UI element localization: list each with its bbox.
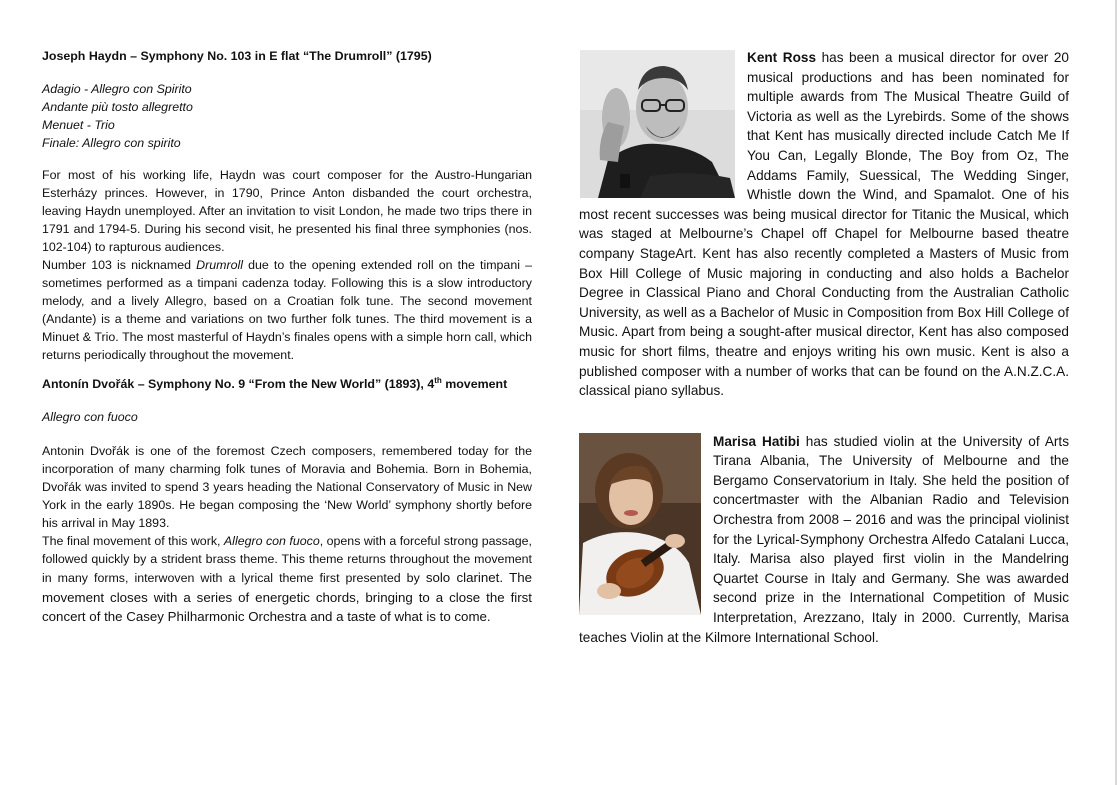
dvorak-title-sup: th (434, 375, 442, 385)
movement-item: Andante più tosto allegretto (42, 100, 193, 114)
marisa-hatibi-name: Marisa Hatibi (713, 433, 800, 449)
marisa-bio-block (579, 432, 1069, 648)
dvorak-p2-tempo: Allegro con fuoco (223, 534, 320, 548)
dvorak-title (42, 374, 532, 394)
dvorak-section (42, 374, 532, 627)
programme-notes-column (42, 46, 532, 627)
dvorak-title-end: movement (441, 377, 508, 391)
movement-item: Finale: Allegro con spirito (42, 136, 181, 150)
movement-item: Menuet - Trio (42, 118, 115, 132)
haydn-section (42, 46, 532, 364)
haydn-p2-nickname: Drumroll (196, 258, 243, 272)
dvorak-p2-text-mid: , opens with a forceful strong passage, followed quickly by a strident brass theme. This theme returns throughout the movement in many forms, interwoven with a lyrical theme first presented by (42, 534, 532, 585)
dvorak-p2-text-end: solo clarinet. The movement closes with a series of energetic chords, bringing to a close the first concert of the Casey Philharmonic Orchestra and a taste of what is to come. (42, 570, 533, 624)
haydn-paragraph-2 (42, 256, 532, 364)
dvorak-title-main: Antonín Dvořák – Symphony No. 9 “From the New World” (1893), 4 (42, 377, 435, 391)
kent-ross-name: Kent Ross (747, 50, 817, 65)
kent-ross-photo (580, 50, 735, 198)
haydn-p2-text-start: Number 103 is nicknamed (42, 258, 197, 272)
movement-item: Adagio - Allegro con Spirito (42, 82, 192, 96)
marisa-hatibi-bio-text: has studied violin at the University of Arts Tirana Albania, The University of Melbourne and the Bergamo Conservatorium in Italy. She held the position of concertmaster with the Albanian Radio and Television Orchestra from 2008 – 2016 and was the principal violinist for the Lyrical-Symphony Orchestra Alfedo Catalani Lucca, Italy. Marisa also played first violin in the Mandelring Quartet Course in Italy and Germany. She was awarded second prize in the International Competition of Music Interpretation, Arezzano, Italy in 2000. Currently, Marisa teaches Violin at the Kilmore International School. (579, 433, 1069, 645)
kent-bio-block (579, 48, 1069, 401)
dvorak-paragraph-1: Antonin Dvořák is one of the foremost Czech composers, remembered today for the incorporation of many charming folk tunes of Moravia and Bohemia. Born in Bohemia, Dvořák was invited to spend 3 years heading the National Conservatory of Music in New York in the early 1890s. He began composing the ‘New World’ symphony shortly before his arrival in May 1893. (42, 444, 532, 530)
dvorak-tempo: Allegro con fuoco (42, 410, 138, 424)
haydn-p2-text-end: due to the opening extended roll on the timpani – sometimes performed as a timpani cadenza today. Following this is a slow introductory melody, and a lively Allegro, based on a Croatian folk tune. The second movement (Andante) is a theme and variations on two further folk tunes. The third movement is a Minuet & Trio. The most masterful of Haydn’s finales opens with a simple horn call, which returns periodically throughout the movement. (42, 258, 532, 362)
haydn-movements-list (42, 80, 532, 152)
haydn-paragraph-1: For most of his working life, Haydn was court composer for the Austro-Hungarian Esterházy princes. However, in 1790, Prince Anton disbanded the court orchestra, leaving Haydn unemployed. After an invitation to visit London, he made two trips there in 1791 and 1794-5. During his second visit, he presented his final three symphonies (nos. 102-104) to rapturous audiences. (42, 168, 532, 254)
marisa-portrait-illustration (579, 433, 701, 615)
haydn-title: Joseph Haydn – Symphony No. 103 in E flat “The Drumroll” (1795) (42, 49, 432, 63)
dvorak-p2-text-start: The final movement of this work, (42, 534, 224, 548)
biographies-column (579, 48, 1069, 647)
dvorak-paragraph-2 (42, 532, 532, 627)
kent-portrait-illustration (580, 50, 735, 198)
marisa-hatibi-photo (579, 433, 701, 615)
kent-ross-bio-text: has been a musical director for over 20 musical productions and has been nominated for multiple awards from The Musical Theatre Guild of Victoria as well as the Lyrebirds. Some of the shows that Kent has musically directed include Catch Me If You Can, Legally Blonde, The Boy from Oz, The Addams Family, Suessical, The Wedding Singer, Whistle down the Wind, and Spamalot. One of his most recent successes was being musical director for Titanic the Musical, which was staged at Melbourne’s Chapel off Chapel for Melbourne based theatre company StageArt. Kent has also recently completed a Masters of Music from Box Hill College of Music majoring in conducting and also holds a Bachelor Degree in Classical Piano and Choral Conducting from the Australian Catholic University, as well as a Bachelor of Music in Composition from Box Hill College of Music. Apart from being a sought-after musical director, Kent has also composed music for short films, theatre and enjoys writing his own music. Kent is also a published composer with a number of works that can be found on the A.N.Z.C.A. classical piano syllabus. (579, 50, 1069, 399)
